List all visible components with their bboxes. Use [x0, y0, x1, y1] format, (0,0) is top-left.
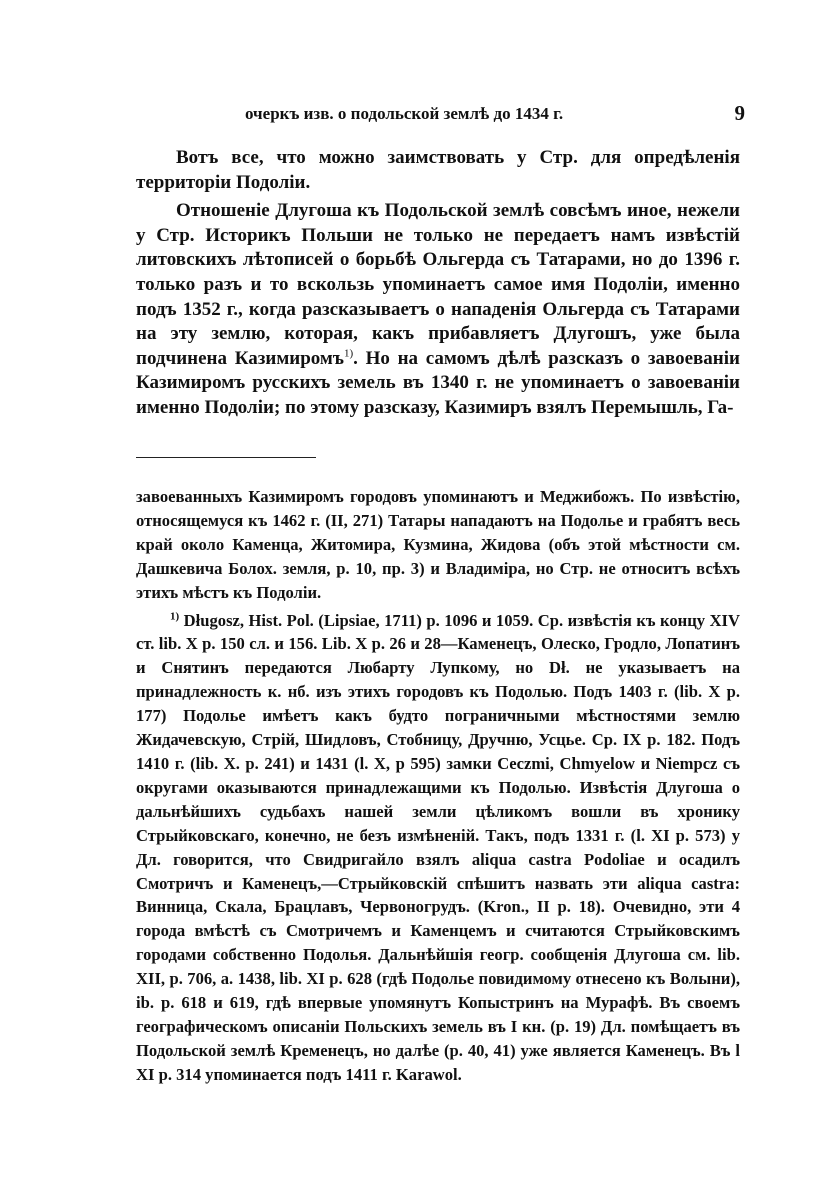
main-paragraph-2-part-2: . Но на самомъ дѣлѣ разсказъ о завоеваніи Казимиромъ русскихъ земель въ 1340 г. не упоминаетъ о завоеваніи именно Подоліи; по этому разсказу, Казимиръ взялъ Перемышль, Га- — [136, 347, 740, 418]
main-paragraph-1: Вотъ все, что можно заимствовать у Стр. для опредѣленія территоріи Подоліи. — [136, 147, 740, 193]
main-text — [136, 146, 740, 425]
running-header — [245, 101, 745, 128]
main-paragraph-2-part-1: Отношеніе Длугоша къ Подольской землѣ совсѣмъ иное, нежели у Стр. Историкъ Польши не только не передаетъ намъ извѣстій литовскихъ лѣтописей о борьбѣ Ольгерда съ Татарами, но до 1396 г. только разъ и то вскользь упоминаетъ самое имя Подоліи, именно подъ 1352 г., когда разсказываетъ о нападенія Ольгерда съ Татарами на эту землю, которая, какъ прибавляетъ Длугошъ, уже была подчинена Казимиромъ — [136, 200, 740, 369]
footnote-1 — [136, 609, 740, 1087]
main-paragraph-2 — [136, 199, 740, 420]
footnote-separator — [136, 457, 316, 458]
footnote-1-text: Długosz, Hist. Pol. (Lipsiae, 1711) р. 1096 и 1059. Ср. извѣстія къ концу XIV ст. lib. X р. 150 сл. и 156. Lib. X р. 26 и 28—Каменецъ, Олеско, Гродло, Лопатинъ и Снятинъ передаются Любарту Лупкому, но Dł. не указываетъ на принадлежность к. нб. изъ этихъ городовъ къ Подолью. Подъ 1403 г. (lib. X р. 177) Подолье имѣетъ какъ будто пограничными мѣстностями землю Жидачевскую, Стрій, Шидловъ, Стобницу, Дручню, Усцье. Ср. IX р. 182. Подъ 1410 г. (lib. X. р. 241) и 1431 (l. X, р 595) замки Ceczmi, Chmyelow и Niempcz съ округами оказываются принадлежащими къ Подолью. Извѣстія Длугоша о дальнѣйшихъ судьбахъ нашей земли цѣликомъ вошли въ хронику Стрыйковскаго, конечно, не безъ измѣненій. Такъ, подъ 1331 г. (l. XI р. 573) у Дл. говорится, что Свидригайло взялъ aliqua castra Podoliae и осадилъ Смотричъ и Каменецъ,—Стрыйковскій спѣшитъ назвать эти aliqua castra: Винница, Скала, Брацлавъ, Червоногрудъ. (Kron., II р. 18). Очевидно, эти 4 города вмѣстѣ съ Смотричемъ и Каменцемъ и считаются Стрыйковскимъ городами собственно Подолья. Дальнѣйшія геогр. сообщенія Длугоша см. lib. XII, р. 706, а. 1438, lib. XI р. 628 (гдѣ Подолье повидимому отнесено къ Волыни), ib. р. 618 и 619, гдѣ впервые упомянутъ Копыстринъ на Мурафѣ. Въ своемъ географическомъ описаніи Польскихъ земель въ I кн. (р. 19) Дл. помѣщаетъ въ Подольской землѣ Кременецъ, но далѣе (р. 40, 41) уже является Каменецъ. Въ l XI р. 314 упоминается подъ 1411 г. Karawol. — [136, 610, 740, 1084]
footnote-1-mark: 1) — [170, 610, 180, 622]
footnotes — [136, 485, 740, 1091]
running-header-title: очеркъ изв. о подольской землѣ до 1434 г. — [245, 104, 564, 123]
footnote-continuation: завоеванныхъ Казимиромъ городовъ упоминаютъ и Меджибожъ. По извѣстію, относящемуся къ 1462 г. (II, 271) Татары нападаютъ на Подолье и грабятъ весь край около Каменца, Житомира, Кузмина, Жидова (объ этой мѣстности см. Дашкевича Болох. земля, р. 10, пр. 3) и Владиміра, но Стр. не относитъ всѣхъ этихъ мѣстъ къ Подоліи. — [136, 487, 740, 602]
page-number: 9 — [734, 101, 745, 125]
footnote-reference: 1) — [343, 347, 354, 360]
